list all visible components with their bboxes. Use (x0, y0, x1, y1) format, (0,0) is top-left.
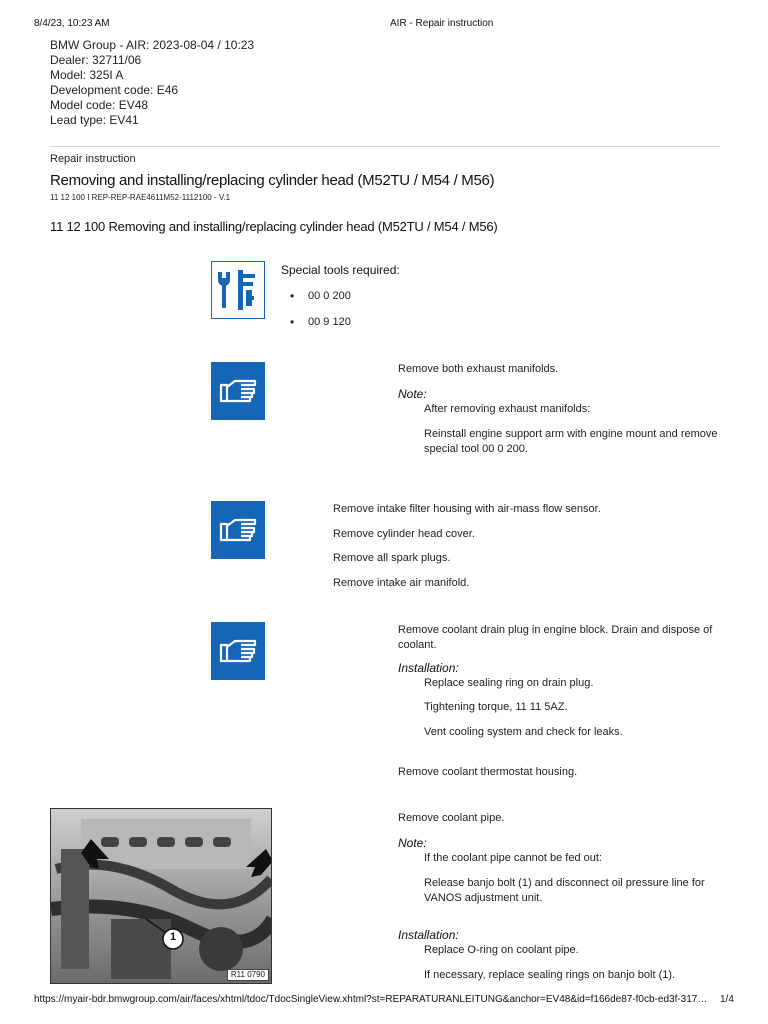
vehicle-meta (50, 38, 254, 128)
hand-pointer-icon (211, 362, 265, 420)
step3-install-1: Replace sealing ring on drain plug. (424, 677, 594, 689)
divider (50, 146, 720, 147)
page-number: 1/4 (720, 994, 734, 1005)
step2-line: Remove all spark plugs. (333, 552, 451, 564)
tools-heading: Special tools required: (281, 263, 400, 277)
meta-group: BMW Group - AIR: 2023-08-04 / 10:23 (50, 38, 255, 52)
meta-model: Model: 325I A (50, 68, 124, 82)
engine-photo (50, 808, 272, 984)
doc-subtitle: 11 12 100 Removing and installing/replacing cylinder head (M52TU / M54 / M56) (50, 219, 498, 234)
meta-dev-code: Development code: E46 (50, 83, 179, 97)
hand-pointer-icon (211, 501, 265, 559)
step3-install-label: Installation: (398, 661, 459, 675)
engine-illustration (51, 809, 272, 984)
doc-title: Removing and installing/replacing cylinder head (M52TU / M54 / M56) (50, 172, 495, 189)
doc-ref: 11 12 100 I REP-REP-RAE4611M52-1112100 - V.1 (50, 193, 231, 202)
step3-text: Remove coolant drain plug in engine block. Drain and dispose of coolant. (398, 624, 713, 651)
step1-text: Remove both exhaust manifolds. (398, 363, 559, 375)
step4-install-label: Installation: (398, 928, 459, 942)
hand-pointer-icon (211, 622, 265, 680)
step1-note-1: After removing exhaust manifolds: (424, 403, 591, 415)
callout-number: 1 (169, 931, 177, 943)
step2-line: Remove intake filter housing with air-mass flow sensor. (333, 503, 601, 515)
step4-note-label: Note: (398, 836, 427, 850)
meta-dealer: Dealer: 32711/06 (50, 53, 142, 67)
doc-category: Repair instruction (50, 153, 136, 165)
tool-item: • 00 9 120 (308, 316, 351, 328)
step1-note-2: Reinstall engine support arm with engine mount and remove special tool 00 0 200. (424, 428, 718, 455)
step1-note-label: Note: (398, 387, 427, 401)
meta-model-code: Model code: EV48 (50, 98, 149, 112)
step4-install-2: If necessary, replace sealing rings on banjo bolt (1). (424, 969, 676, 981)
photo-label: R11 0790 (227, 969, 269, 981)
footer-url[interactable]: https://myair-bdr.bmwgroup.com/air/faces/xhtml/tdoc/TdocSingleView.xhtml?st=REPARATURANLEITUNG&anchor=EV48&id=f166de87-f0cb-ed3f-317… (34, 994, 708, 1005)
step4-text: Remove coolant pipe. (398, 812, 505, 824)
special-tools-icon (211, 261, 265, 319)
meta-lead-type: Lead type: EV41 (50, 113, 139, 127)
step3-install-3: Vent cooling system and check for leaks. (424, 726, 623, 738)
step2-line: Remove cylinder head cover. (333, 528, 475, 540)
step4-note-2: Release banjo bolt (1) and disconnect oil pressure line for VANOS adjustment unit. (424, 877, 705, 904)
print-date: 8/4/23, 10:23 AM (34, 18, 110, 29)
print-title: AIR - Repair instruction (390, 18, 494, 29)
step3-install-2: Tightening torque, 11 11 5AZ. (424, 701, 568, 713)
step4-install-1: Replace O-ring on coolant pipe. (424, 944, 579, 956)
step4-note-1: If the coolant pipe cannot be fed out: (424, 852, 602, 864)
tool-item: • 00 0 200 (308, 290, 351, 302)
step3-after: Remove coolant thermostat housing. (398, 766, 578, 778)
step2-line: Remove intake air manifold. (333, 577, 470, 589)
